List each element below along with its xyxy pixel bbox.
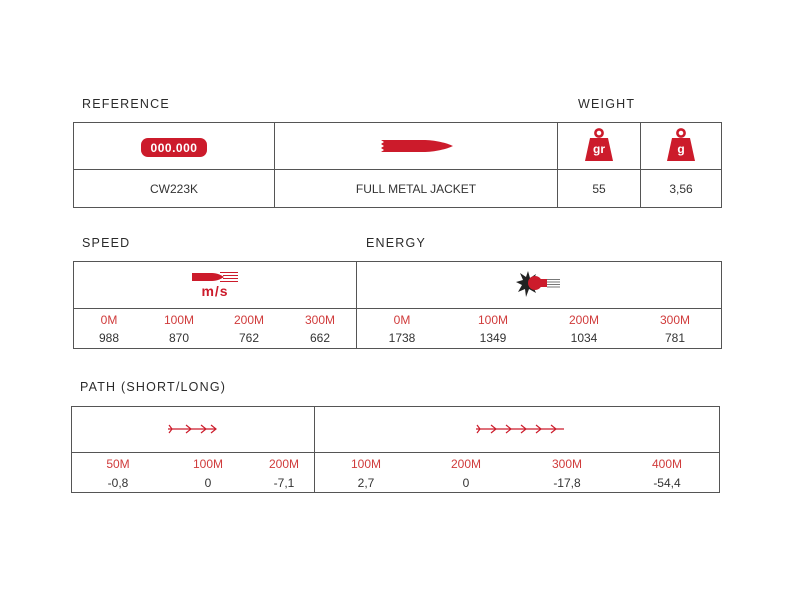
speed-distance: 200M (233, 313, 265, 327)
path-short-value: 0 (204, 476, 212, 490)
path-short-distance: 50M (106, 457, 130, 471)
speed-value: 762 (238, 331, 260, 345)
reference-code: CW223K (149, 181, 199, 196)
weight-grains-value: 55 (592, 181, 606, 196)
weight-grams-value: 3,56 (669, 181, 693, 196)
speed-distance: 0M (100, 313, 118, 327)
speed-heading: SPEED (82, 236, 131, 250)
weight-grains-unit: gr (593, 142, 605, 156)
speed-value: 662 (309, 331, 331, 345)
speed-distance: 100M (163, 313, 195, 327)
weight-heading: WEIGHT (578, 97, 636, 111)
table-divider (73, 308, 722, 309)
energy-distance: 100M (477, 313, 509, 327)
table-divider (356, 261, 357, 349)
arrows-long-icon (474, 422, 566, 436)
speeding-bullet-icon (190, 270, 240, 284)
energy-value: 781 (664, 331, 686, 345)
path-short-value: -0,8 (107, 476, 129, 490)
path-short-distance: 200M (268, 457, 300, 471)
energy-value: 1034 (570, 331, 598, 345)
energy-distance: 0M (393, 313, 411, 327)
reference-heading: REFERENCE (82, 97, 170, 111)
path-short-distance: 100M (192, 457, 224, 471)
path-long-value: 2,7 (357, 476, 375, 490)
table-divider (314, 406, 315, 493)
path-long-distance: 100M (350, 457, 382, 471)
bullet-type: FULL METAL JACKET (355, 181, 477, 196)
path-heading: PATH (SHORT/LONG) (80, 380, 227, 394)
speed-distance: 300M (304, 313, 336, 327)
path-long-distance: 200M (450, 457, 482, 471)
speed-value: 870 (168, 331, 190, 345)
speed-value: 988 (98, 331, 120, 345)
path-long-distance: 400M (651, 457, 683, 471)
energy-heading: ENERGY (366, 236, 426, 250)
path-long-value: 0 (462, 476, 470, 490)
bullet-icon (379, 136, 455, 156)
speed-unit-label: m/s (201, 283, 229, 299)
energy-distance: 200M (568, 313, 600, 327)
path-long-value: -54,4 (653, 476, 681, 490)
table-divider (71, 452, 720, 453)
path-long-distance: 300M (551, 457, 583, 471)
energy-value: 1738 (388, 331, 416, 345)
energy-distance: 300M (659, 313, 691, 327)
energy-value: 1349 (479, 331, 507, 345)
arrows-short-icon (166, 422, 218, 436)
path-long-value: -17,8 (553, 476, 581, 490)
impact-icon (516, 270, 562, 298)
reference-code-badge: 000.000 (141, 138, 207, 157)
weight-grams-unit: g (677, 142, 685, 156)
path-short-value: -7,1 (273, 476, 295, 490)
